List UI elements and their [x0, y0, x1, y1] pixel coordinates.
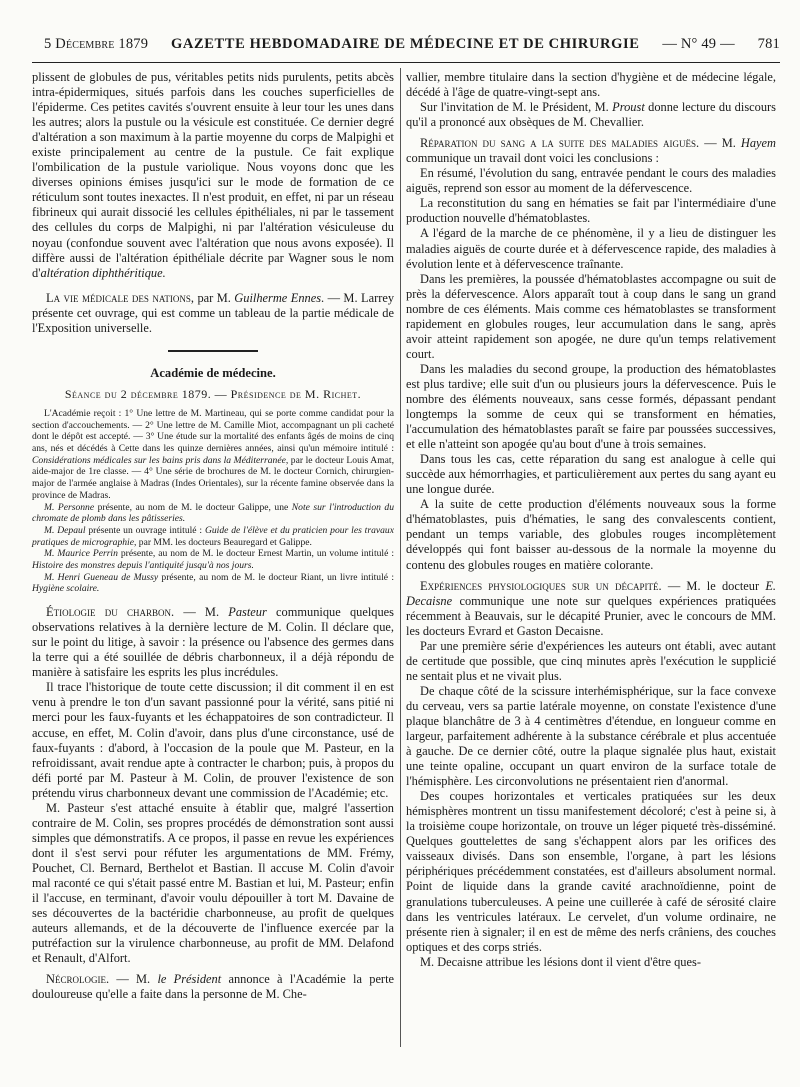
correspondence-item: L'Académie reçoit : 1° Une lettre de M. Martineau, qui se porte comme candidat pour la section d'accouchements. — 2° Une lettre de M. Camille Miot, accompagnant un pli cacheté dont le dépôt est accepté. — 3° Une étude sur la mortalité des enfants âgés de moins de cinq ans, nés et décédés à Cette dans les quinze dernières années, ainsi qu'un mémoire intitulé : Considérations médicales sur les bains pris dans la Méditerranée, par le docteur Louis Amat, aide-major de 1re classe. — 4° Une série de brochures de M. le docteur Cornich, chirurgien-major de l'armée anglaise à Madras (Indes Orientales), sur la récente famine observée dans la province de Madras. — [32, 407, 394, 501]
proust-paragraph: Sur l'invitation de M. le Président, M. Proust donne lecture du discours qu'il a prononcé aux obsèques de M. Chevallier. — [406, 100, 776, 130]
academie-heading: Académie de médecine. — [150, 365, 276, 380]
charbon-paragraph: Étiologie du charbon. — M. Pasteur communique quelques observations relatives à la dernière lecture de M. Colin. Il déclare que, sur le point du litige, à savoir : la présence ou l'absence des germes dans la terre qui a été souillée de débris charbonneux, il a déjà répondu de manière à satisfaire les esprits les plus incrédules. — [32, 605, 395, 680]
necrologie-paragraph: Nécrologie. — M. le Président annonce à l'Académie la perte douloureuse qu'elle a faite dans la personne de M. Che- — [32, 972, 395, 1002]
conclusion-paragraph: A l'égard de la marche de ce phénomène, il y a lieu de distinguer les maladies aiguës de courte durée et à défervescence rapide, des maladies à évolution lente et à défervescence traînante. — [406, 226, 776, 271]
decapite-paragraph: De chaque côté de la scissure interhémisphérique, sur la face convexe du cerveau, vers sa partie latérale moyenne, on constate l'existence d'une plaque blanchâtre de 3 à 4 centimètres d'étendue, en longueur comme en largeur, parfaitement adhérente à la substance cérébrale et plus accentuée à gauche. De ce dernier côté, outre la plaque signalée plus haut, existait une teinte opaline, occupant un quart environ de la surface totale de l'hémisphère. Les circonvolutions ne présentaient rien d'anormal. — [406, 683, 776, 789]
journal-title: GAZETTE HEBDOMADAIRE DE MÉDECINE ET DE CHIRURGIE — [171, 36, 640, 52]
left-column — [32, 70, 394, 1002]
conclusion-paragraph: En résumé, l'évolution du sang, entravée pendant le cours des maladies aiguës, reprend son essor au moment de la défervescence. — [406, 166, 776, 196]
section-separator — [168, 350, 258, 352]
correspondence-item: M. Personne présente, au nom de M. le docteur Galippe, une Note sur l'introduction du chromate de plomb dans les pâtisseries. — [32, 501, 394, 525]
charbon-paragraph: M. Pasteur s'est attaché ensuite à établir que, malgré l'assertion contraire de M. Colin, ses propres procédés de démonstration sont aussi simples que démonstratifs. A ce propos, il passe en revue les expériences dont il s'est servi pour réfuter les argumentations de MM. Frémy, Pouchet, Cl. Bernard, Berthelot et Bastian. Il accuse M. Colin d'avoir mal raconté ce qui s'était passé entre M. Bastian et lui, M. Pasteur; enfin il l'accuse, en terminant, d'avoir voulu dépouiller à tort M. Davaine de ses découvertes de la bactéridie charbonneuse, au profit de quelques auteurs allemands, et de la découverte de l'influence exercée par la putréfaction sur la virulence charbonneuse, au profit de MM. Delafond et Renault, d'Alfort. — [32, 800, 394, 966]
issue-number: — N° 49 — — [662, 36, 735, 52]
vie-medicale-paragraph: La vie médicale des nations, par M. Guilherme Ennes. — M. Larrey présente cet ouvrage, qui est comme un tableau de la partie médicale de l'Exposition universelle. — [32, 290, 395, 335]
page-number: 781 — [757, 36, 780, 52]
correspondence-item: M. Henri Gueneau de Mussy présente, au nom de M. le docteur Riant, un livre intitulé : Hygiène scolaire. — [32, 571, 394, 595]
decapite-paragraph: Expériences physiologiques sur un décapité. — M. le docteur E. Decaisne communique une note sur quelques expériences pratiquées récemment à Beauvais, sur le décapité Prunier, avec le concours de MM. les docteurs Evrard et Gaston Decaisne. — [406, 578, 776, 638]
decapite-paragraph: Par une première série d'expériences les auteurs ont établi, avec autant de certitude que possible, que cinq minutes après l'exécution le supplicié ne sentait plus et ne vivait plus. — [406, 638, 776, 683]
correspondence-item: M. Maurice Perrin présente, au nom de M. le docteur Ernest Martin, un volume intitulé : Histoire des monstres depuis l'antiquité jusqu'à nos jours. — [32, 548, 394, 572]
header-date: 5 Décembre 1879 — [44, 36, 149, 52]
conclusion-paragraph: Dans les premières, la poussée d'hématoblastes accompagne ou suit de près la défervescence. Alors apparaît tout à coup dans le sang un grand nombre de ces éléments. Mais comme ces hématoblastes se transforment rapidement en globules rouges, leur accumulation dans le sang, après avoir atteint rapidement son apogée, ne dure qu'un temps relativement court. — [406, 271, 776, 361]
pustule-paragraph: plissent de globules de pus, véritables petits nids purulents, petits abcès intra-épidermiques, situés parfois dans les couches superficielles de l'épiderme. Ces petites cavités s'ouvrent ensuite à leur tour les unes dans les autres; alors la pustule ou la vésicule est constituée. Ce dernier degré d'altération a son maximum à la partie moyenne du corps de Malpighi et existe principalement au centre de la pustule. Ce fait explique l'ombilication de la pustule variolique. Nous voyons donc que les diverses opinions émises jusqu'ici sur le mode de formation de ce réticulum sont toutes inexactes. Il n'est produit, en effet, ni par un réseau fibrineux qui aurait dissocié les cellules épithéliales, ni par le tassement des cellules du corps de Malpighi, ni par l'altération vésiculeuse du noyau (confondue souvent avec l'altération que nous avons exposée). Il diffère aussi de l'altération épithéliale décrite par Wagner sous le nom d'altération diphthéritique. — [32, 70, 394, 280]
correspondence-block — [32, 408, 394, 595]
page-header — [44, 36, 780, 58]
column-divider — [400, 68, 401, 1047]
decapite-paragraph: M. Decaisne attribue les lésions dont il vient d'être ques- — [420, 954, 701, 969]
charbon-paragraph: Il trace l'historique de toute cette discussion; il dit comment il en est venu à prendre le ton d'un savant passionné pour la vérité, sans pitié ni merci pour les faux-fuyants et les échappatoires de son contradicteur. Il accuse, en effet, M. Colin d'avoir, dans plus d'une circonstance, usé de faux-fuyants : d'abord, à l'occasion de la poule que M. Pasteur, en la refroidissant, avait rendue apte à contracter le charbon; puis, à propos du défi porté par M. Pasteur à M. Colin, de prouver l'existence de son prétendu virus charbonneux devant une commission de l'Académie; etc. — [32, 680, 394, 800]
conclusion-paragraph: Dans tous les cas, cette réparation du sang est analogue à celle qui succède aux hémorrhagies, et particulièrement aux pertes du sang ayant eu une longue durée. — [406, 452, 776, 497]
correspondence-item: M. Depaul présente un ouvrage intitulé : Guide de l'élève et du praticien pour les travaux pratiques de micrographie, par MM. les docteurs Beauregard et Galippe. — [32, 524, 394, 548]
right-column — [406, 70, 776, 970]
reparation-paragraph: Réparation du sang a la suite des maladies aiguës. — M. Hayem communique un travail dont voici les conclusions : — [406, 136, 776, 166]
header-rule — [32, 62, 780, 63]
conclusion-paragraph: A la suite de cette production d'éléments nouveaux sous la forme d'hématoblastes, puis d'hématies, le sang des convalescents contient, pendant un temps variable, des globules rouges incomplètement développés qui font baisser au-dessous de la normale la moyenne du contenu des globules rouges en matière colorante. — [406, 497, 776, 572]
decapite-paragraph: Des coupes horizontales et verticales pratiquées sur les deux hémisphères montrent un tissu manifestement décoloré; c'est à peine si, à la troisième coupe horizontale, on trouve un léger piqueté très-disséminé. Quelques gouttelettes de sang s'échappent alors par les orifices des vaisseaux divisés. Dans son ensemble, l'organe, à part les lésions périphériques précédemment constatées, est d'ailleurs absolument normal. Point de liquide dans la grande cavité arachnoïdienne, point de granulations tuberculeuses. A peine une cuillerée à café de sérosité claire dans les ventricules latéraux. Le cervelet, d'un volume ordinaire, ne présente rien à signaler; il en est de même des nerfs crâniens, des couches optiques et des corps striés. — [406, 789, 776, 954]
conclusion-paragraph: Dans les maladies du second groupe, la production des hématoblastes est plus tardive; elle suit d'un ou plusieurs jours la défervescence. Puis le nombre des éléments nouveaux, sans cesse formés, dépassant pendant longtemps la somme de ceux qui se transforment en hématies, l'accumulation des hématoblastes paraît se faire par poussées successives, et elle n'atteint son apogée qu'au bout d'une à trois semaines. — [406, 361, 776, 452]
conclusion-paragraph: La reconstitution du sang en hématies se fait par l'intermédiaire d'une production nouvelle d'hématoblastes. — [406, 196, 776, 226]
seance-heading: Séance du 2 décembre 1879. — Présidence de M. Richet. — [64, 386, 362, 401]
necrologie-continued: vallier, membre titulaire dans la section d'hygiène et de médecine légale, décédé à l'âge de quatre-vingt-sept ans. — [406, 70, 776, 100]
